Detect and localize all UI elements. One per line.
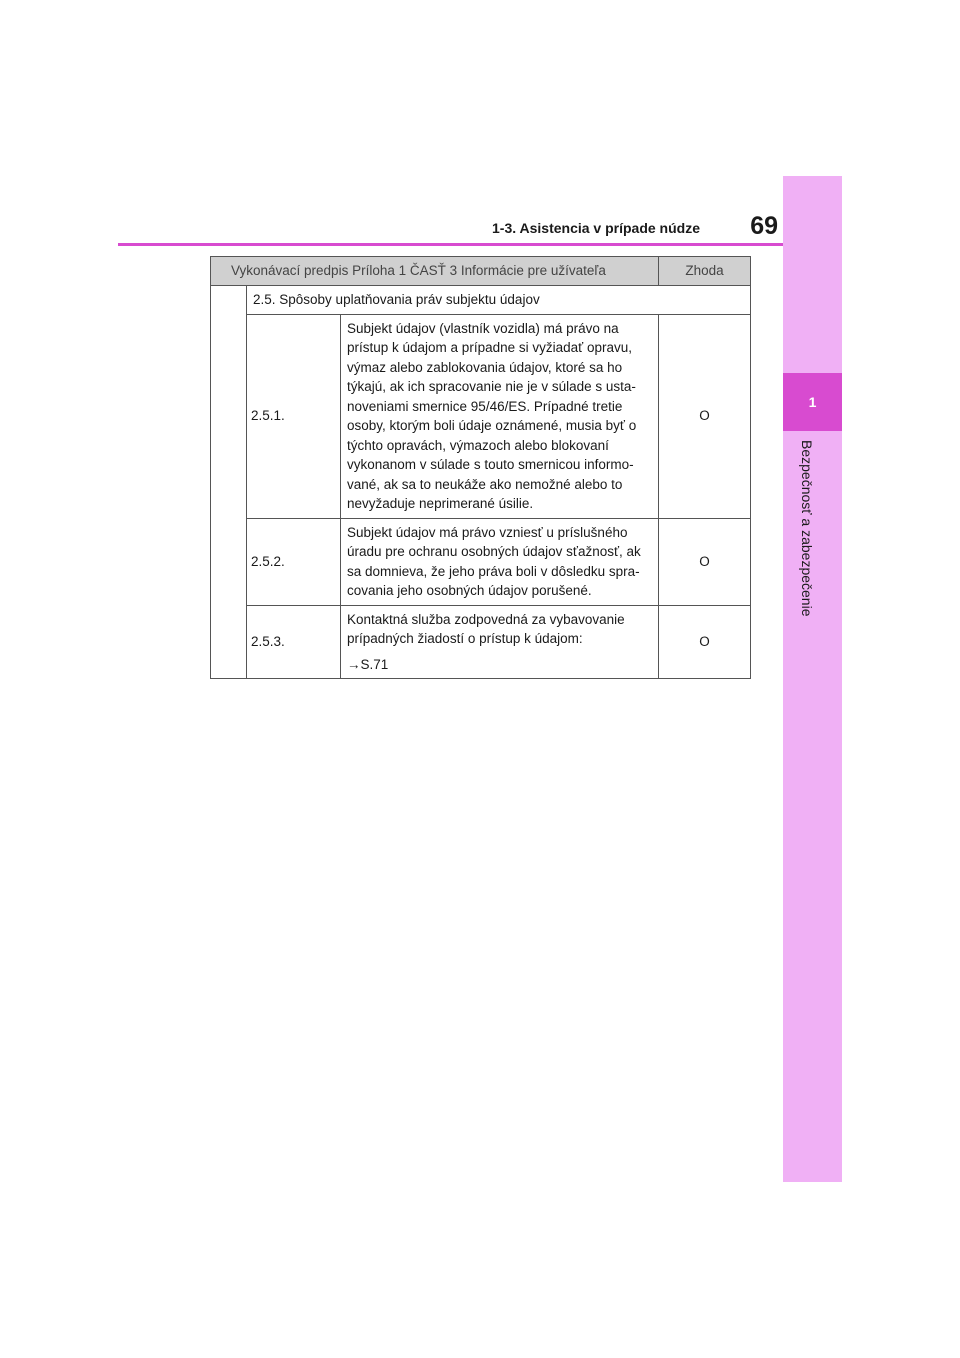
info-table (210, 256, 751, 679)
table-header-left: Vykonávací predpis Príloha 1 ČASŤ 3 Informácie pre užívateľa (211, 257, 659, 286)
row-compliance: O (659, 518, 751, 605)
row-compliance: O (659, 314, 751, 518)
page-reference-link[interactable]: →S.71 (347, 656, 389, 672)
section-heading: 2.5. Spôsoby uplatňovania práv subjektu údajov (247, 286, 751, 315)
chapter-side-tab (783, 176, 842, 1182)
row-number: 2.5.2. (247, 518, 341, 605)
table-row (211, 314, 751, 518)
row-text: Subjekt údajov (vlastník vozidla) má právo na prístup k údajom a prípadne si vyžiadať opravu, výmaz alebo zablokovania údajov, ktoré sa ho týkajú, ak ich spracovanie nie je v súlade s usta-noveniami smernice 95/46/ES. Prípadné tretie osoby, ktorým boli údaje oznámené, musia byť o týchto opravách, výmazoch alebo blokovaní vykonanom v súlade s touto smernicou informo-vané, ak sa to neukáže ako nemožné alebo to nevyžaduje neprimerané úsilie. (341, 314, 659, 518)
section-heading-row (211, 286, 751, 315)
row-text: Kontaktná služba zodpovedná za vybavovanie prípadných žiadostí o prístup k údajom: (347, 611, 625, 646)
row-text: Subjekt údajov má právo vzniesť u príslušného úradu pre ochranu osobných údajov sťažnosť, ak sa domnieva, že jeho práva boli v dôsledku spra-covania jeho osobných údajov porušené. (341, 518, 659, 605)
chapter-number: 1 (808, 394, 817, 410)
page-number: 69 (750, 212, 778, 240)
table-row (211, 518, 751, 605)
section-title: 1-3. Asistencia v prípade núdze (492, 220, 700, 236)
row-number: 2.5.3. (247, 605, 341, 679)
row-number: 2.5.1. (247, 314, 341, 518)
table-header-right: Zhoda (659, 257, 751, 286)
row-text-cell (341, 605, 659, 679)
chapter-title: Bezpečnosť a zabezpečenie (799, 440, 815, 617)
table-row (211, 605, 751, 679)
row-compliance: O (659, 605, 751, 679)
table-header-row (211, 257, 751, 286)
header-rule (118, 243, 783, 246)
indent-cell (211, 286, 247, 679)
